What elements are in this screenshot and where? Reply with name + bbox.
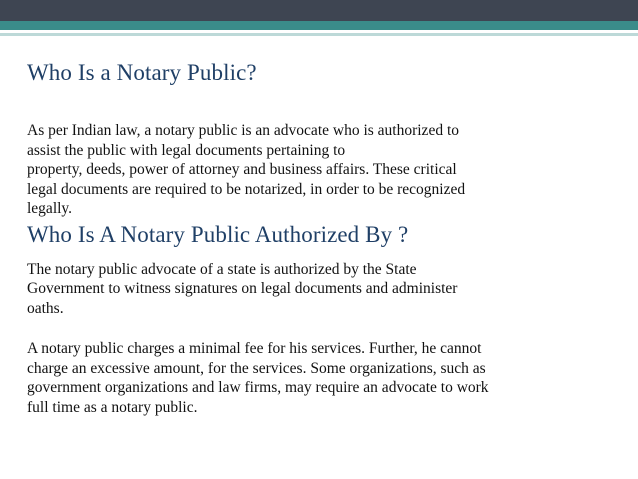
text-line: Government to witness signatures on legal documents and administer — [27, 280, 458, 297]
text-line: property, deeds, power of attorney and business affairs. These critical — [27, 161, 457, 178]
text-line: legal documents are required to be notarized, in order to be recognized — [27, 180, 466, 198]
text-line: charge an excessive amount, for the services. Some organizations, such as — [27, 359, 486, 377]
text-line: legally. — [27, 200, 73, 217]
text-line: full time as a notary public. — [27, 398, 198, 416]
text-line: assist the public with legal documents pertaining to — [27, 141, 346, 159]
header-dark-bar — [0, 0, 638, 21]
text-line: A notary public charges a minimal fee for his services. Further, he cannot — [27, 340, 482, 357]
header-teal-bar — [0, 21, 638, 30]
text-line: The notary public advocate of a state is authorized by the State — [27, 260, 417, 278]
heading-who-is-notary: Who Is a Notary Public? — [27, 60, 257, 85]
paragraph-notary-definition — [27, 121, 627, 219]
text-line: oaths. — [27, 299, 64, 317]
text-line: government organizations and law firms, may require an advocate to work — [27, 379, 489, 396]
slide-content — [27, 57, 627, 417]
paragraph-fees — [27, 339, 627, 417]
paragraph-authorization — [27, 260, 627, 319]
heading-notary-authorized-by: Who Is A Notary Public Authorized By ? — [27, 221, 409, 247]
text-line: As per Indian law, a notary public is an advocate who is authorized to — [27, 122, 460, 139]
header-accent-line — [0, 33, 638, 36]
